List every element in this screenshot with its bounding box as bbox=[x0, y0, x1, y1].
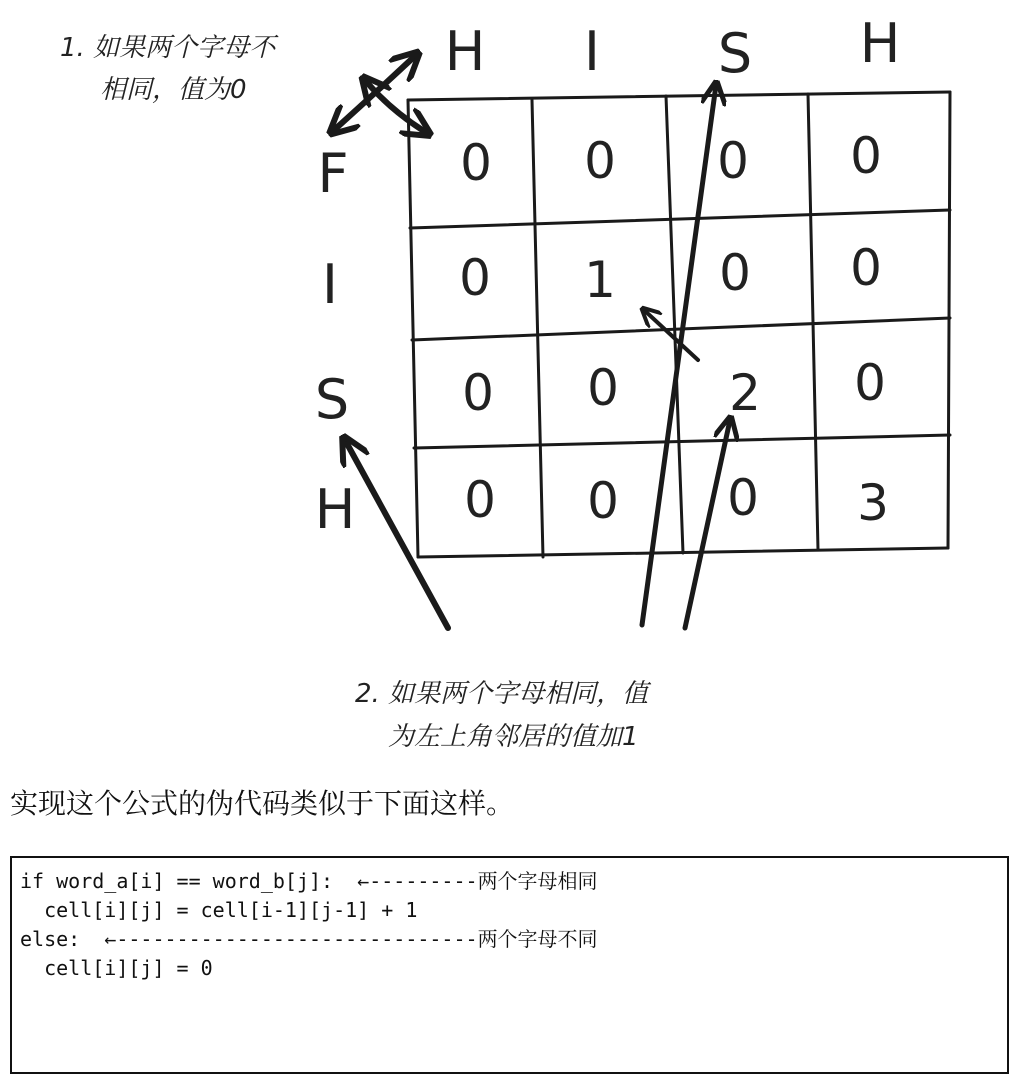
cell-value: 0 bbox=[464, 471, 496, 529]
cell-value: 0 bbox=[460, 134, 492, 192]
cell-value: 0 bbox=[587, 359, 619, 417]
top-letter: S bbox=[717, 22, 753, 85]
code-line bbox=[20, 925, 1007, 954]
cell-value: 0 bbox=[850, 127, 882, 185]
top-letter: H bbox=[859, 12, 901, 75]
cell-value: 0 bbox=[717, 132, 749, 190]
code-text: if word_a[i] == word_b[j]: ←--------- bbox=[20, 869, 478, 893]
code-line bbox=[20, 954, 1007, 983]
intro-paragraph: 实现这个公式的伪代码类似于下面这样。 bbox=[10, 787, 515, 820]
cell-value: 2 bbox=[729, 364, 761, 422]
side-letter: S bbox=[314, 368, 350, 431]
note-same-letters bbox=[355, 679, 652, 752]
arrow-icon bbox=[685, 420, 730, 628]
note-line: 相同，值为0 bbox=[100, 75, 247, 105]
top-letter: H bbox=[444, 20, 486, 83]
side-letter: H bbox=[314, 478, 356, 541]
cell-value: 0 bbox=[587, 472, 619, 530]
double-arrow-icon bbox=[365, 80, 427, 133]
code-line bbox=[20, 896, 1007, 925]
note-line: 1. 如果两个字母不 bbox=[60, 33, 276, 63]
note-line: 2. 如果两个字母相同，值 bbox=[355, 679, 649, 709]
arrow-icon bbox=[345, 440, 448, 628]
top-letter: I bbox=[584, 20, 600, 83]
code-comment: 两个字母相同 bbox=[477, 869, 598, 893]
code-line bbox=[20, 867, 1007, 896]
note-different-letters bbox=[60, 33, 279, 105]
pseudocode-box bbox=[10, 856, 1009, 1074]
cell-value: 3 bbox=[857, 474, 889, 532]
cell-value: 0 bbox=[850, 239, 882, 297]
note-line: 为左上角邻居的值加1 bbox=[388, 722, 639, 752]
code-text: cell[i][j] = cell[i-1][j-1] + 1 bbox=[20, 898, 418, 922]
cell-value: 0 bbox=[462, 364, 494, 422]
cell-value: 0 bbox=[854, 354, 886, 412]
side-letter: F bbox=[317, 142, 349, 205]
cell-value: 0 bbox=[584, 132, 616, 190]
arrow-icon bbox=[644, 310, 698, 360]
code-text: cell[i][j] = 0 bbox=[20, 956, 213, 980]
cell-value: 0 bbox=[719, 244, 751, 302]
code-comment: 两个字母不同 bbox=[477, 927, 598, 951]
cell-value: 0 bbox=[727, 469, 759, 527]
top-word-letters bbox=[445, 12, 901, 85]
cell-value: 1 bbox=[584, 251, 616, 309]
side-word-letters bbox=[315, 142, 356, 541]
code-text: else: ←------------------------------ bbox=[20, 927, 478, 951]
side-letter: I bbox=[322, 253, 338, 316]
cell-value: 0 bbox=[459, 249, 491, 307]
